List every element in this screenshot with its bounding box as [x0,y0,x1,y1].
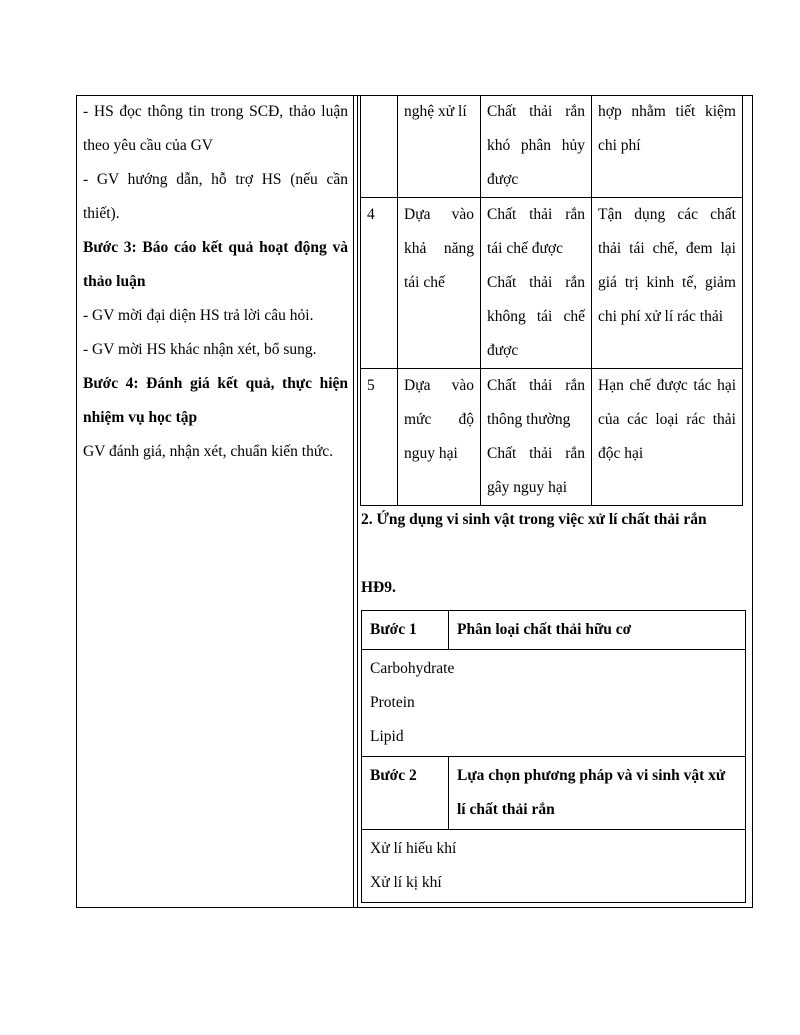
meaning-cell: Tận dụng các chất thải tái chế, đem lại giá trị kinh tế, giảm chi phí xử lí rác thải [592,198,743,369]
step-header-row [362,757,746,830]
step-content-row [362,830,746,903]
step-header-row [362,611,746,650]
step-item: Xử lí hiếu khí [370,840,457,857]
step-items [362,650,746,757]
type-item: Chất thải rắn không tái chế được [487,274,585,359]
criterion-cell: Dựa vào mức độ nguy hại [398,369,481,506]
left-paragraph-1: - HS đọc thông tin trong SCĐ, thảo luận theo yêu cầu của GV [83,103,348,154]
step-item: Lipid [370,728,404,745]
types-cell [481,95,592,198]
step-4-heading: Bước 4: Đánh giá kết quả, thực hiện nhiệm vụ học tập [83,375,348,426]
meaning-cell: hợp nhằm tiết kiệm chi phí [592,95,743,198]
row-number: 4 [361,198,398,369]
step-3-heading: Bước 3: Báo cáo kết quả hoạt động và thảo luận [83,239,348,290]
activity-label: HĐ9. [361,579,396,596]
step-item: Carbohydrate [370,660,455,677]
left-column [83,95,348,469]
meaning-cell: Hạn chế được tác hại của các loại rác thải độc hại [592,369,743,506]
step-items [362,830,746,903]
column-divider [353,95,358,908]
types-cell [481,198,592,369]
criterion-cell: Dựa vào khả năng tái chế [398,198,481,369]
left-paragraph-5: - GV mời HS khác nhận xét, bổ sung. [83,341,317,358]
type-item: Chất thải rắn gây nguy hại [487,445,585,496]
table-row [361,95,743,198]
step-label: Bước 1 [362,611,449,650]
row-number: 5 [361,369,398,506]
type-item: Chất thải rắn tái chế được [487,206,585,257]
table-row [361,369,743,506]
left-paragraph-4: - GV mời đại diện HS trả lời câu hỏi. [83,307,314,324]
types-cell [481,369,592,506]
step-title: Lựa chọn phương pháp và vi sinh vật xử lí chất thải rắn [449,757,746,830]
type-item: Chất thải rắn thông thường [487,377,585,428]
step-item: Xử lí kị khí [370,874,442,891]
criterion-cell: nghệ xử lí [398,95,481,198]
steps-table [361,610,746,903]
left-paragraph-2: - GV hướng dẫn, hỗ trợ HS (nếu cần thiết). [83,171,348,222]
step-title: Phân loại chất thải hữu cơ [449,611,746,650]
row-number [361,95,398,198]
type-item: Chất thải rắn khó phân hủy được [487,103,585,188]
step-item: Protein [370,694,415,711]
step-content-row [362,650,746,757]
section-heading: 2. Ứng dụng vi sinh vật trong việc xử lí chất thải rắn [361,511,707,528]
step-label: Bước 2 [362,757,449,830]
left-paragraph-7: GV đánh giá, nhận xét, chuẩn kiến thức. [83,443,334,460]
table-row [361,198,743,369]
classification-table [360,95,743,506]
